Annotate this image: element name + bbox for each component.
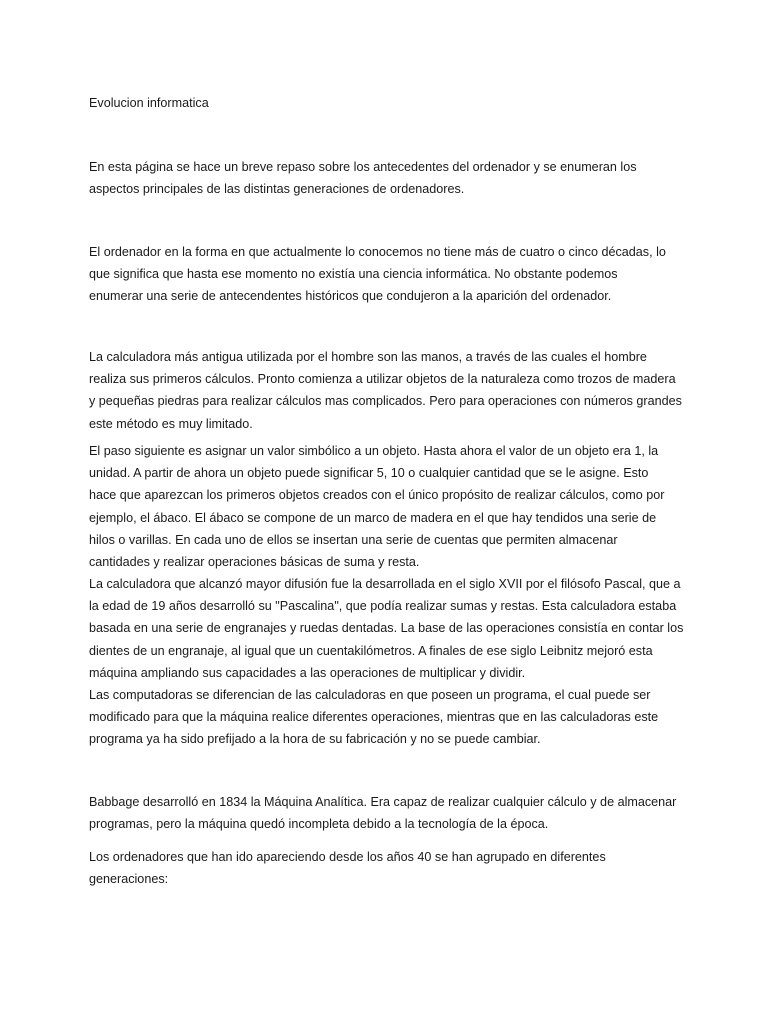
paragraph-line: El paso siguiente es asignar un valor simbólico a un objeto. Hasta ahora el valor de un objeto era 1, la — [89, 444, 659, 458]
paragraph-line: dientes de un engranaje, al igual que un cuentakilómetros. A finales de ese siglo Leibnitz mejoró esta — [89, 643, 653, 658]
paragraph-line: y pequeñas piedras para realizar cálculos mas complicados. Pero para operaciones con números grandes — [89, 394, 682, 409]
title-text: Evolucion informatica — [89, 96, 209, 110]
document-title — [89, 92, 689, 114]
paragraph-abaco — [89, 440, 689, 573]
paragraph-babbage — [89, 791, 689, 835]
paragraph-pascalina — [89, 573, 689, 684]
paragraph-line: Las computadoras se diferencian de las calculadoras en que poseen un programa, el cual puede ser — [89, 688, 651, 702]
paragraph-line: El ordenador en la forma en que actualmente lo conocemos no tiene más de cuatro o cinco décadas, lo — [89, 245, 666, 259]
paragraph-line: realiza sus primeros cálculos. Pronto comienza a utilizar objetos de la naturaleza como trozos de madera — [89, 372, 676, 387]
paragraph-ordenador — [89, 241, 689, 308]
paragraph-line: Babbage desarrolló en 1834 la Máquina Analítica. Era capaz de realizar cualquier cálculo y de almacenar — [89, 795, 677, 809]
paragraph-line: hilos o varillas. En cada uno de ellos se insertan una serie de cuentas que permiten almacenar — [89, 532, 618, 547]
paragraph-line: generaciones: — [89, 872, 169, 887]
paragraph-line: unidad. A partir de ahora un objeto puede significar 5, 10 o cualquier cantidad que se le asigne. Esto — [89, 466, 649, 481]
paragraph-line: cantidades y realizar operaciones básicas de suma y resta. — [89, 555, 420, 570]
paragraph-line: aspectos principales de las distintas generaciones de ordenadores. — [89, 182, 465, 197]
paragraph-line: programas, pero la máquina quedó incompleta debido a la tecnología de la época. — [89, 817, 549, 832]
paragraph-line: modificado para que la máquina realice diferentes operaciones, mientras que en las calculadoras este — [89, 710, 659, 725]
paragraph-calculadora-manos — [89, 346, 689, 435]
paragraph-line: este método es muy limitado. — [89, 416, 253, 431]
paragraph-intro — [89, 156, 689, 200]
paragraph-line: enumerar una serie de antecendentes históricos que condujeron a la aparición del ordenador. — [89, 289, 612, 304]
paragraph-line: hace que aparezcan los primeros objetos creados con el único propósito de realizar cálculos, como por — [89, 488, 665, 503]
paragraph-computadoras — [89, 684, 689, 751]
paragraph-line: la edad de 19 años desarrolló su "Pascalina", que podía realizar sumas y restas. Esta calculadora estaba — [89, 599, 677, 614]
paragraph-generaciones — [89, 846, 689, 890]
paragraph-line: máquina ampliando sus capacidades a las operaciones de multiplicar y dividir. — [89, 665, 526, 680]
paragraph-line: La calculadora más antigua utilizada por el hombre son las manos, a través de las cuales el hombre — [89, 350, 647, 364]
paragraph-line: En esta página se hace un breve repaso sobre los antecedentes del ordenador y se enumeran los — [89, 160, 637, 174]
paragraph-line: ejemplo, el ábaco. El ábaco se compone de un marco de madera en el que hay tendidos una serie de — [89, 510, 657, 525]
paragraph-line: Los ordenadores que han ido apareciendo desde los años 40 se han agrupado en diferentes — [89, 850, 606, 864]
paragraph-line: basada en una serie de engranajes y ruedas dentadas. La base de las operaciones consistía en contar los — [89, 621, 684, 636]
paragraph-line: programa ya ha sido prefijado a la hora de su fabricación y no se puede cambiar. — [89, 732, 541, 747]
paragraph-line: La calculadora que alcanzó mayor difusión fue la desarrollada en el siglo XVII por el filósofo Pascal, que a — [89, 577, 681, 591]
paragraph-line: que significa que hasta ese momento no existía una ciencia informática. No obstante podemos — [89, 267, 618, 282]
